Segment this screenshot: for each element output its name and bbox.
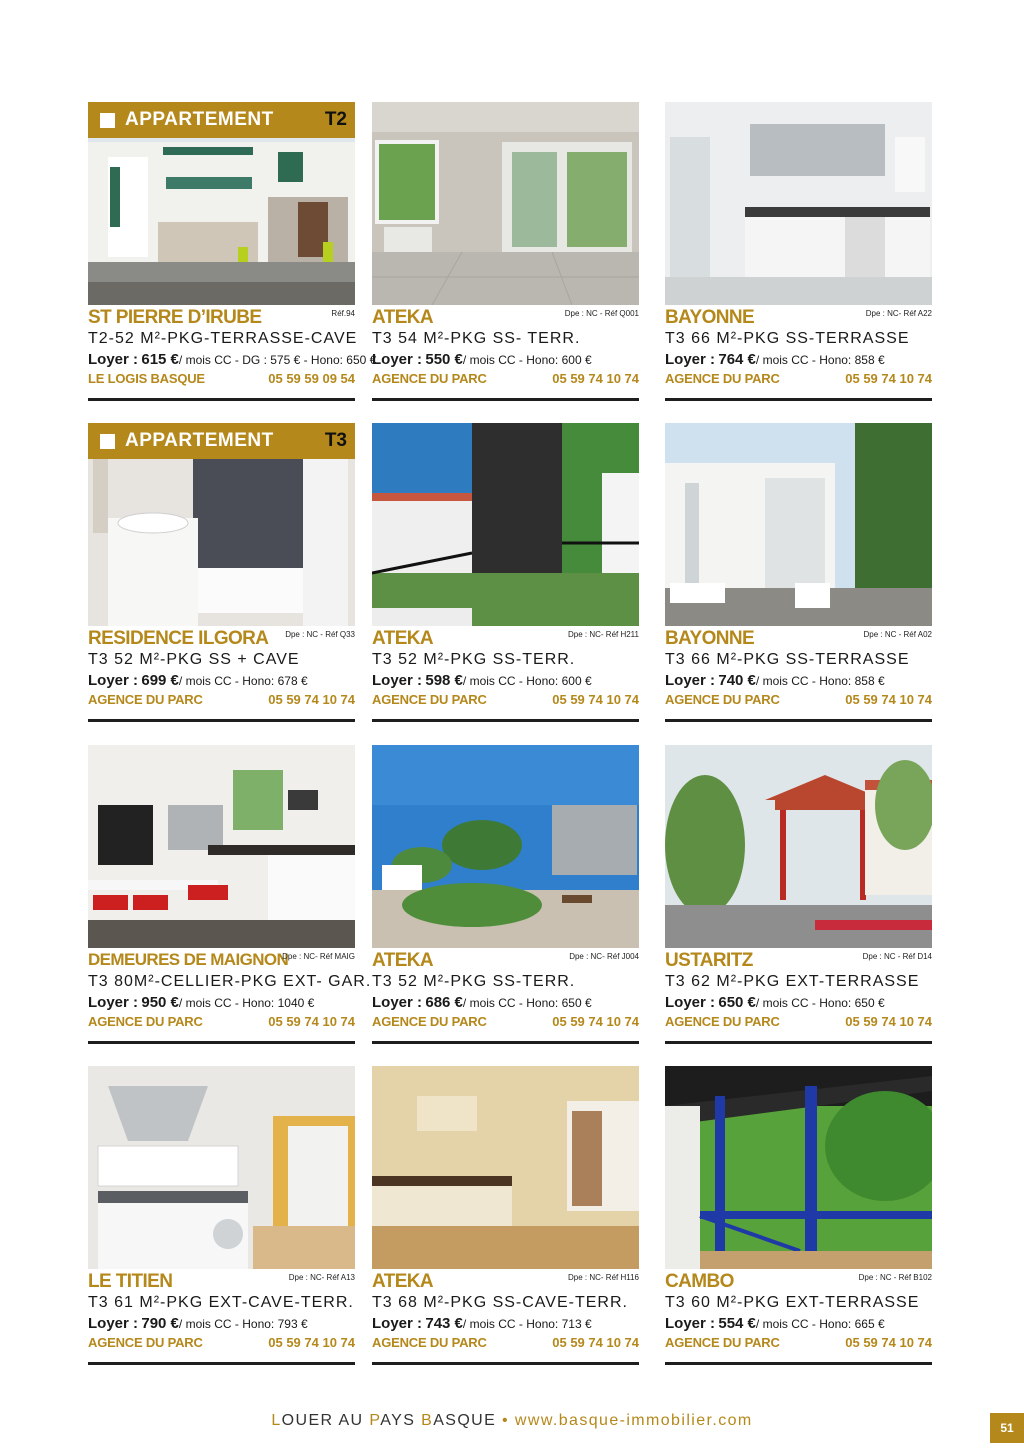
rent-details: / mois CC - Hono: 858 € — [755, 353, 885, 367]
listings-row — [88, 102, 932, 402]
listing-price: Loyer : 686 €/ mois CC - Hono: 650 € — [372, 994, 592, 1011]
listing-agency: AGENCE DU PARC — [665, 1335, 780, 1350]
rent-amount: 615 € — [141, 351, 179, 368]
listing-agency: AGENCE DU PARC — [372, 371, 487, 386]
listing-price: Loyer : 554 €/ mois CC - Hono: 665 € — [665, 1315, 885, 1332]
rent-amount: 743 € — [425, 1315, 463, 1332]
listing-phone[interactable]: 05 59 74 10 74 — [845, 1335, 932, 1350]
listing-city: ATEKA — [372, 307, 434, 328]
listing-info — [88, 307, 377, 388]
square-icon — [100, 434, 115, 449]
listing-photo — [665, 1066, 932, 1269]
listing-agency: AGENCE DU PARC — [372, 1014, 487, 1029]
listing-title: T3 66 M²-PKG SS-TERRASSE — [665, 651, 910, 668]
rent-amount: 598 € — [425, 672, 463, 689]
listing-phone[interactable]: 05 59 74 10 74 — [845, 1014, 932, 1029]
listing-title: T3 62 M²-PKG EXT-TERRASSE — [665, 973, 920, 990]
divider — [88, 1362, 355, 1365]
rent-details: / mois CC - DG : 575 € - Hono: 650 € — [178, 353, 377, 367]
listing-title: T2-52 M²-PKG-TERRASSE-CAVE — [88, 330, 358, 347]
listing-ref: Dpe : NC- Réf A13 — [288, 1273, 355, 1282]
divider — [665, 398, 932, 401]
listing-phone[interactable]: 05 59 74 10 74 — [845, 692, 932, 707]
listing-price: Loyer : 650 €/ mois CC - Hono: 650 € — [665, 994, 885, 1011]
listing-title: T3 52 M²-PKG SS-TERR. — [372, 651, 576, 668]
footer: LOUER AU PAYS BASQUE • www.basque-immobilier.com — [271, 1412, 753, 1429]
listing-info — [88, 950, 372, 1031]
listing-photo — [665, 745, 932, 948]
listing-phone[interactable]: 05 59 74 10 74 — [268, 692, 355, 707]
listing-agency: AGENCE DU PARC — [665, 1014, 780, 1029]
banner-label: APPARTEMENT — [125, 430, 274, 451]
listing-phone[interactable]: 05 59 74 10 74 — [268, 1335, 355, 1350]
listing-photo — [372, 1066, 639, 1269]
listing-ref: Réf.94 — [331, 309, 355, 318]
listing-info — [372, 307, 639, 388]
rent-amount: 699 € — [141, 672, 179, 689]
listing-info — [665, 950, 932, 1031]
listing-price: Loyer : 743 €/ mois CC - Hono: 713 € — [372, 1315, 592, 1332]
listing-title: T3 80M²-CELLIER-PKG EXT- GAR. — [88, 973, 372, 990]
rent-details: / mois CC - Hono: 650 € — [755, 996, 885, 1010]
divider — [88, 1041, 355, 1044]
listing-city: ST PIERRE D’IRUBE — [88, 307, 262, 328]
rent-amount: 740 € — [718, 672, 756, 689]
listing-ref: Dpe : NC- Réf H116 — [568, 1273, 639, 1282]
listing-photo — [372, 102, 639, 305]
listing-agency: AGENCE DU PARC — [665, 692, 780, 707]
listing-agency: AGENCE DU PARC — [88, 1014, 203, 1029]
listing-phone[interactable]: 05 59 74 10 74 — [552, 692, 639, 707]
rent-details: / mois CC - Hono: 665 € — [755, 1317, 885, 1331]
listing-price: Loyer : 790 €/ mois CC - Hono: 793 € — [88, 1315, 308, 1332]
listing-info — [88, 628, 355, 709]
rent-details: / mois CC - Hono: 650 € — [462, 996, 592, 1010]
listing-price: Loyer : 550 €/ mois CC - Hono: 600 € — [372, 351, 592, 368]
rent-amount: 554 € — [718, 1315, 756, 1332]
listing-price: Loyer : 950 €/ mois CC - Hono: 1040 € — [88, 994, 315, 1011]
listing-ref: Dpe : NC - Réf A02 — [863, 630, 932, 639]
listing-title: T3 66 M²-PKG SS-TERRASSE — [665, 330, 910, 347]
listing-ref: Dpe : NC - Réf Q001 — [564, 309, 639, 318]
listing-title: T3 54 M²-PKG SS- TERR. — [372, 330, 581, 347]
listing-city: ATEKA — [372, 950, 434, 971]
listing-ref: Dpe : NC- Réf MAIG — [282, 952, 355, 961]
listing-phone[interactable]: 05 59 74 10 74 — [845, 371, 932, 386]
page-number: 51 — [990, 1413, 1024, 1443]
listing-info — [372, 1271, 639, 1352]
rent-details: / mois CC - Hono: 1040 € — [178, 996, 315, 1010]
listing-agency: AGENCE DU PARC — [88, 692, 203, 707]
listing-photo — [372, 745, 639, 948]
divider — [665, 1041, 932, 1044]
listing-city: RESIDENCE ILGORA — [88, 628, 269, 649]
listing-city: BAYONNE — [665, 628, 755, 649]
listing-price: Loyer : 598 €/ mois CC - Hono: 600 € — [372, 672, 592, 689]
listings-row — [88, 745, 932, 1045]
listing-phone[interactable]: 05 59 74 10 74 — [552, 371, 639, 386]
listing-photo — [88, 745, 355, 948]
listing-city: ATEKA — [372, 628, 434, 649]
rent-details: / mois CC - Hono: 858 € — [755, 674, 885, 688]
listing-ref: Dpe : NC - Réf B102 — [858, 1273, 932, 1282]
divider — [372, 1362, 639, 1365]
listing-price: Loyer : 740 €/ mois CC - Hono: 858 € — [665, 672, 885, 689]
listing-title: T3 61 M²-PKG EXT-CAVE-TERR. — [88, 1294, 354, 1311]
listings-row — [88, 1066, 932, 1366]
listing-title: T3 68 M²-PKG SS-CAVE-TERR. — [372, 1294, 628, 1311]
rent-details: / mois CC - Hono: 600 € — [462, 674, 592, 688]
listing-ref: Dpe : NC- Réf J004 — [569, 952, 639, 961]
rent-details: / mois CC - Hono: 600 € — [462, 353, 592, 367]
rent-details: / mois CC - Hono: 713 € — [462, 1317, 592, 1331]
listing-city: ATEKA — [372, 1271, 434, 1292]
listing-agency: AGENCE DU PARC — [88, 1335, 203, 1350]
listing-phone[interactable]: 05 59 74 10 74 — [552, 1335, 639, 1350]
listing-agency: LE LOGIS BASQUE — [88, 371, 205, 386]
rent-amount: 650 € — [718, 994, 756, 1011]
banner-label: APPARTEMENT — [125, 109, 274, 130]
listing-info — [372, 628, 639, 709]
listing-ref: Dpe : NC - Réf D14 — [862, 952, 932, 961]
section-banner — [88, 102, 355, 138]
listing-photo — [88, 1066, 355, 1269]
listing-ref: Dpe : NC- Réf H211 — [568, 630, 639, 639]
rent-amount: 686 € — [425, 994, 463, 1011]
listing-agency: AGENCE DU PARC — [665, 371, 780, 386]
listing-price: Loyer : 699 €/ mois CC - Hono: 678 € — [88, 672, 308, 689]
section-banner — [88, 423, 355, 459]
listing-info — [372, 950, 639, 1031]
divider — [372, 1041, 639, 1044]
divider — [88, 398, 355, 401]
footer-website-link[interactable]: www.basque-immobilier.com — [514, 1412, 753, 1429]
banner-type: T3 — [324, 430, 347, 451]
listing-photo — [665, 423, 932, 626]
listing-price: Loyer : 615 €/ mois CC - DG : 575 € - Hono: 650 € — [88, 351, 377, 368]
listing-phone[interactable]: 05 59 59 09 54 — [268, 371, 355, 386]
banner-type: T2 — [324, 109, 347, 130]
rent-amount: 950 € — [141, 994, 179, 1011]
rent-amount: 550 € — [425, 351, 463, 368]
listing-title: T3 52 M²-PKG SS-TERR. — [372, 973, 576, 990]
listing-city: LE TITIEN — [88, 1271, 173, 1292]
listing-ref: Dpe : NC- Réf A22 — [865, 309, 932, 318]
listing-city: DEMEURES DE MAIGNON — [88, 950, 289, 969]
divider — [88, 719, 355, 722]
listings-row — [88, 423, 932, 723]
listing-photo — [372, 423, 639, 626]
listing-info — [88, 1271, 355, 1352]
square-icon — [100, 113, 115, 128]
divider — [665, 719, 932, 722]
listing-photo — [665, 102, 932, 305]
rent-amount: 764 € — [718, 351, 756, 368]
listing-info — [665, 1271, 932, 1352]
listing-info — [665, 628, 932, 709]
listing-city: CAMBO — [665, 1271, 734, 1292]
listing-phone[interactable]: 05 59 74 10 74 — [268, 1014, 355, 1029]
listing-agency: AGENCE DU PARC — [372, 692, 487, 707]
divider — [372, 398, 639, 401]
divider — [665, 1362, 932, 1365]
rent-details: / mois CC - Hono: 793 € — [178, 1317, 308, 1331]
listing-info — [665, 307, 932, 388]
listing-price: Loyer : 764 €/ mois CC - Hono: 858 € — [665, 351, 885, 368]
rent-details: / mois CC - Hono: 678 € — [178, 674, 308, 688]
listing-city: BAYONNE — [665, 307, 755, 328]
listing-title: T3 52 M²-PKG SS + CAVE — [88, 651, 300, 668]
listing-ref: Dpe : NC - Réf Q33 — [285, 630, 355, 639]
divider — [372, 719, 639, 722]
listing-phone[interactable]: 05 59 74 10 74 — [552, 1014, 639, 1029]
rent-amount: 790 € — [141, 1315, 179, 1332]
listing-title: T3 60 M²-PKG EXT-TERRASSE — [665, 1294, 920, 1311]
listing-agency: AGENCE DU PARC — [372, 1335, 487, 1350]
listing-city: USTARITZ — [665, 950, 753, 971]
